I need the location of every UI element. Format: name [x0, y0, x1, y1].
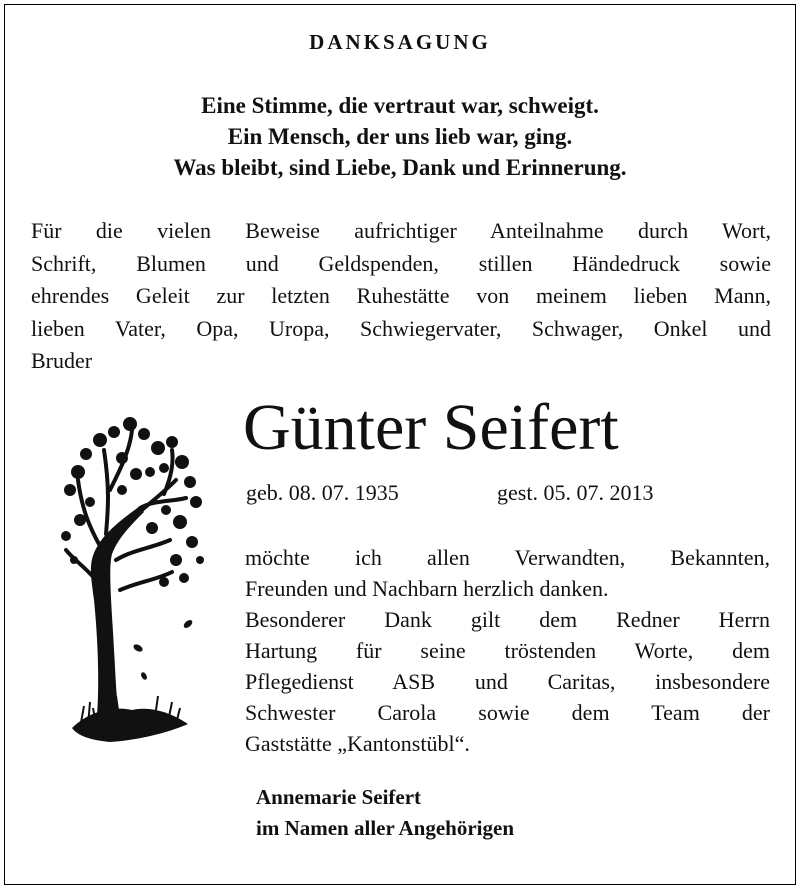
motto-line: Ein Mensch, der uns lieb war, ging.: [227, 124, 573, 149]
intro-line: Für die vielen Beweise aufrichtiger Anteilnahme durch Wort,: [31, 218, 771, 243]
thanks-line: Besonderer Dank gilt dem Redner Herrn: [245, 607, 770, 632]
signature-name: Annemarie Seifert: [256, 785, 422, 809]
thanks-paragraph: [245, 542, 770, 759]
intro-line: ehrendes Geleit zur letzten Ruhestätte von meinem lieben Mann,: [31, 283, 771, 308]
thanks-line: möchte ich allen Verwandten, Bekannten,: [245, 545, 770, 570]
thanks-line: Freunden und Nachbarn herzlich danken.: [245, 576, 609, 601]
deceased-name: Günter Seifert: [243, 391, 619, 464]
notice-title: DANKSAGUNG: [309, 30, 491, 54]
thanks-line: Hartung für seine tröstenden Worte, dem: [245, 638, 770, 663]
life-dates: [246, 480, 654, 506]
thanks-line: Schwester Carola sowie dem Team der: [245, 700, 770, 725]
intro-line: lieben Vater, Opa, Uropa, Schwiegervater, Schwager, Onkel und: [31, 315, 771, 341]
signature-on-behalf: im Namen aller Angehörigen: [256, 816, 515, 840]
motto-line: Eine Stimme, die vertraut war, schweigt.: [201, 93, 599, 118]
intro-paragraph: [31, 215, 771, 378]
tree-with-falling-leaves-icon: [60, 410, 210, 750]
intro-line: Schrift, Blumen und Geldspenden, stillen Händedruck sowie: [31, 250, 771, 276]
birth-date: geb. 08. 07. 1935: [246, 480, 399, 505]
signature: [256, 782, 514, 844]
motto: [0, 90, 800, 183]
thanks-line: Gaststätte „Kantonstübl“.: [245, 731, 470, 756]
motto-line: Was bleibt, sind Liebe, Dank und Erinnerung.: [173, 155, 627, 180]
thanks-line: Pflegedienst ASB und Caritas, insbesondere: [245, 669, 770, 694]
death-date: gest. 05. 07. 2013: [497, 480, 654, 505]
intro-line: Bruder: [31, 348, 93, 373]
